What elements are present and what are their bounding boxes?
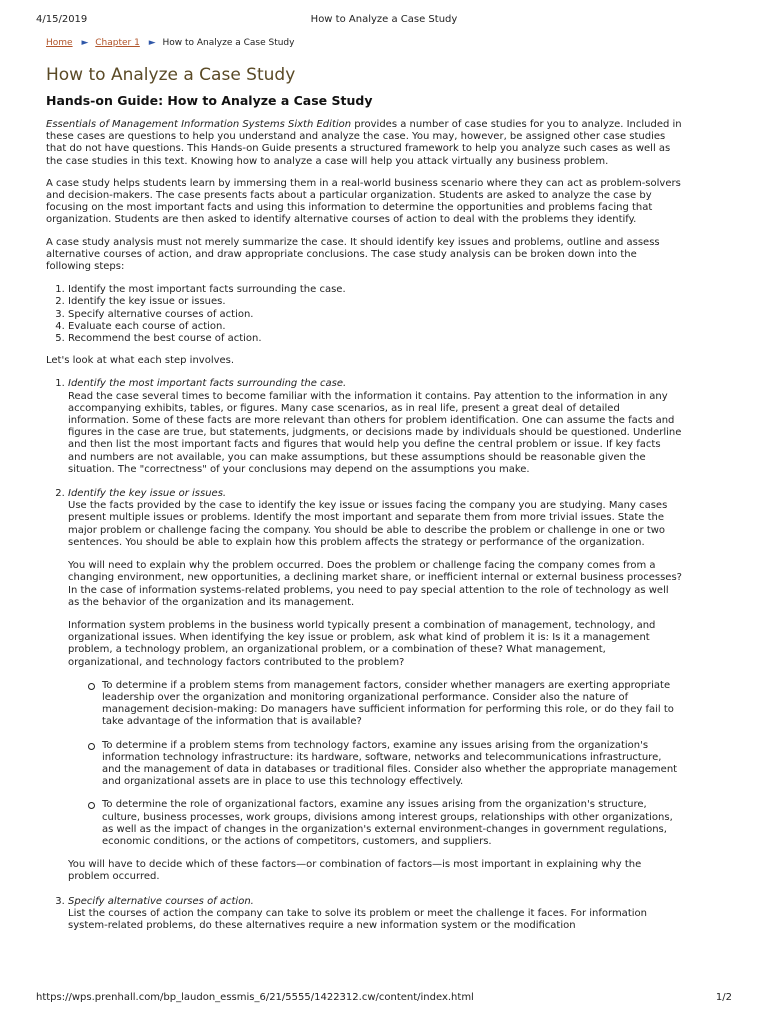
circle-bullet-icon	[88, 802, 95, 809]
list-item: 2. Identify the key issue or issues.	[68, 296, 682, 308]
print-header	[0, 14, 768, 28]
main-content	[46, 36, 682, 944]
step-body: Read the case several times to become familiar with the information it contains. Pay attention to the information in any accompanying exhibits, tables, or figures. Many case scenarios, as in real life, present a great deal of detailed information. Some of these facts are more relevant than others for problem identification. One can assume the facts and figures in the case are true, but statements, judgments, or decisions made by individuals should be questioned. Underline and then list the most important facts and figures that would help you define the central problem or issue. If key facts and numbers are not available, you can make assumptions, but these assumptions should be reasonable given the situation. The "correctness" of your conclusions may depend on the assumptions you make.	[68, 390, 682, 475]
page-title: How to Analyze a Case Study	[46, 65, 296, 85]
step-title: Identify the key issue or issues.	[68, 488, 227, 500]
intro-paragraph	[46, 119, 682, 168]
paragraph: Let's look at what each step involves.	[46, 355, 235, 367]
step-detail	[68, 378, 682, 476]
step-body: List the courses of action the company can take to solve its problem or meet the challenge it faces. For information system-related problems, do these alternatives require a new information system or the modification	[68, 907, 647, 931]
guide-title: Hands-on Guide: How to Analyze a Case Study	[46, 93, 373, 108]
paragraph: A case study helps students learn by immersing them in a real-world business scenario where they can act as problem-solvers and decision-makers. The case presents facts about a particular organization. Students are asked to analyze the case by focusing on the most important facts and using this information to determine the opportunities and problems facing that organization. Students are then asked to identify alternative courses of action to deal with the problems they identify.	[46, 177, 681, 226]
factors-list	[68, 680, 682, 848]
paragraph: Information system problems in the business world typically present a combination of management, technology, and organizational issues. When identifying the key issue or problem, ask what kind of problem it is: Is it a management problem, a technology problem, an organizational problem, or a combination of these? What management, organizational, and technology factors contributed to the problem?	[68, 619, 656, 668]
step-details-list	[46, 378, 682, 932]
list-item	[88, 799, 682, 848]
step-detail	[68, 488, 682, 883]
list-item-text: To determine if a problem stems from technology factors, examine any issues arising from the organization's information technology infrastructure: its hardware, software, networks and telecommunications infrastructure, and the management of data in databases or traditional files. Consider also whether the appropriate management and organizational assets are in place to use this technology effectively.	[102, 739, 678, 788]
list-item-text: To determine if a problem stems from management factors, consider whether managers are exerting appropriate leadership over the organization and monitoring organizational performance. Consider also the nature of management decision-making: Do managers have sufficient information for performing this role, or do they fail to take advantage of the information that is available?	[102, 679, 674, 728]
step-detail	[68, 896, 682, 933]
step-body: Use the facts provided by the case to identify the key issue or issues facing the company you are studying. Many cases present multiple issues or problems. Identify the most important and separate them from more trivial issues. State the major problem or challenge facing the company. You should be able to describe the problem or challenge in one or two sentences. You should be able to explain how this problem affects the strategy or performance of the organization.	[68, 500, 668, 548]
circle-bullet-icon	[88, 743, 95, 750]
breadcrumb-current: How to Analyze a Case Study	[162, 38, 295, 48]
print-date: 4/15/2019	[36, 14, 88, 25]
print-url: https://wps.prenhall.com/bp_laudon_essmis_6/21/5555/1422312.cw/content/index.html	[36, 992, 474, 1003]
page-number: 1/2	[715, 992, 732, 1003]
paragraph: You will need to explain why the problem occurred. Does the problem or challenge facing the company comes from a changing environment, new opportunities, a declining market share, or inefficient internal or external business processes? In the case of information systems-related problems, you need to pay special attention to the role of technology as well as the behavior of the organization and its management.	[68, 560, 682, 608]
paragraph: You will have to decide which of these factors—or combination of factors—is most important in explaining why the problem occurred.	[68, 859, 642, 883]
breadcrumb	[46, 36, 682, 50]
list-item	[88, 680, 682, 729]
breadcrumb-home-link[interactable]: Home	[46, 38, 73, 48]
breadcrumb-arrow-icon: ►	[148, 38, 156, 48]
list-item: 4. Evaluate each course of action.	[68, 321, 682, 333]
step-title: Specify alternative courses of action.	[68, 895, 254, 907]
intro-text: provides a number of case studies for you to analyze. Included in these cases are questions to help you understand and analyze the case. You may, however, be assigned other case studies that do not have questions. This Hands-on Guide presents a structured framework to help you analyze such cases as well as the case studies in this text. Knowing how to analyze a case will help you attack virtually any business problem.	[46, 119, 682, 167]
paragraph: A case study analysis must not merely summarize the case. It should identify key issues and problems, outline and assess alternative courses of action, and draw appropriate conclusions. The case study analysis can be broken down into the following steps:	[46, 236, 660, 273]
document-body	[46, 119, 682, 932]
list-item-text: To determine the role of organizational factors, examine any issues arising from the organization's structure, culture, business processes, work groups, divisions among interest groups, relationships with other organizations, as well as the impact of changes in the organization's external environment-changes in government regulations, economic conditions, or the actions of competitors, customers, and suppliers.	[102, 799, 673, 847]
list-item	[88, 740, 682, 789]
print-page-title: How to Analyze a Case Study	[310, 14, 458, 25]
circle-bullet-icon	[88, 683, 95, 690]
print-footer	[0, 992, 768, 1006]
book-title: Essentials of Management Information Systems Sixth Edition	[46, 119, 352, 130]
list-item: 1. Identify the most important facts surrounding the case.	[68, 284, 682, 296]
breadcrumb-chapter-link[interactable]: Chapter 1	[95, 38, 140, 48]
step-title: Identify the most important facts surrounding the case.	[68, 378, 347, 390]
breadcrumb-arrow-icon: ►	[81, 38, 89, 48]
list-item: 5. Recommend the best course of action.	[68, 333, 682, 345]
list-item: 3. Specify alternative courses of action.	[68, 309, 682, 321]
steps-list	[46, 284, 682, 345]
